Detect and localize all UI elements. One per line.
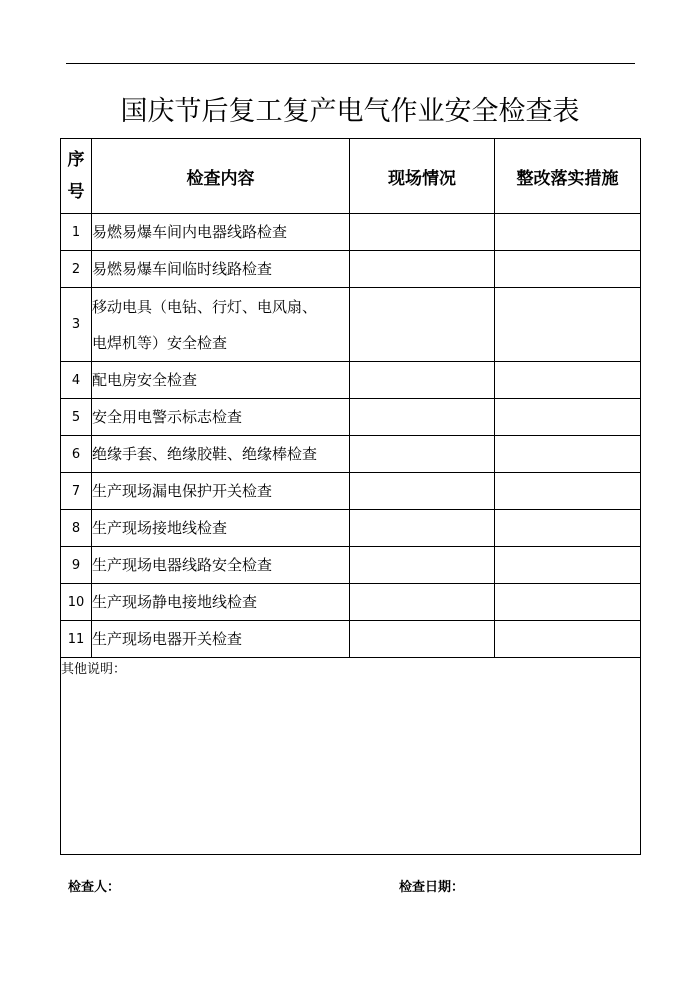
header-no-line1: 序 [67,150,85,170]
row-number: 11 [61,621,92,658]
rectification-cell[interactable] [495,621,641,658]
table-row [61,473,641,510]
row-number: 1 [61,214,92,251]
notes-area[interactable] [61,658,641,855]
header-no-line2: 号 [67,182,85,202]
row-number: 8 [61,510,92,547]
row-check-item [92,288,350,362]
table-row [61,214,641,251]
site-condition-cell[interactable] [350,288,495,362]
rectification-cell[interactable] [495,510,641,547]
site-condition-cell[interactable] [350,621,495,658]
row-check-item-line1: 移动电具（电钻、行灯、电风扇、 [92,297,318,316]
row-check-item-line2: 电焊机等）安全检查 [92,333,228,352]
rectification-cell[interactable] [495,251,641,288]
header-rectification: 整改落实措施 [495,139,641,214]
rectification-cell[interactable] [495,547,641,584]
row-number: 6 [61,436,92,473]
inspection-table [60,138,641,855]
notes-row [61,658,641,855]
row-number: 10 [61,584,92,621]
table-row [61,621,641,658]
rectification-cell[interactable] [495,362,641,399]
row-number: 2 [61,251,92,288]
table-row [61,547,641,584]
rectification-cell[interactable] [495,214,641,251]
row-check-item: 生产现场电器线路安全检查 [92,547,350,584]
table-row [61,436,641,473]
top-divider [66,63,635,64]
row-check-item: 配电房安全检查 [92,362,350,399]
table-row [61,362,641,399]
row-check-item: 绝缘手套、绝缘胶鞋、绝缘棒检查 [92,436,350,473]
site-condition-cell[interactable] [350,436,495,473]
site-condition-cell[interactable] [350,251,495,288]
row-number: 7 [61,473,92,510]
row-check-item: 安全用电警示标志检查 [92,399,350,436]
rectification-cell[interactable] [495,473,641,510]
row-number: 9 [61,547,92,584]
row-check-item: 生产现场接地线检查 [92,510,350,547]
page-title: 国庆节后复工复产电气作业安全检查表 [120,96,580,127]
row-number: 3 [61,288,92,362]
notes-label: 其他说明： [61,662,127,677]
site-condition-cell[interactable] [350,362,495,399]
site-condition-cell[interactable] [350,547,495,584]
row-number: 4 [61,362,92,399]
row-check-item: 易燃易爆车间临时线路检查 [92,251,350,288]
header-no [61,139,92,214]
rectification-cell[interactable] [495,436,641,473]
site-condition-cell[interactable] [350,584,495,621]
rectification-cell[interactable] [495,288,641,362]
table-header-row [61,139,641,214]
row-number: 5 [61,399,92,436]
inspection-date-label: 检查日期： [399,880,465,895]
inspector-label: 检查人： [68,880,121,895]
header-site-condition: 现场情况 [350,139,495,214]
table-row [61,399,641,436]
site-condition-cell[interactable] [350,399,495,436]
rectification-cell[interactable] [495,399,641,436]
site-condition-cell[interactable] [350,214,495,251]
row-check-item: 易燃易爆车间内电器线路检查 [92,214,350,251]
table-row [61,288,641,362]
row-check-item: 生产现场电器开关检查 [92,621,350,658]
site-condition-cell[interactable] [350,473,495,510]
row-check-item: 生产现场静电接地线检查 [92,584,350,621]
row-check-item: 生产现场漏电保护开关检查 [92,473,350,510]
site-condition-cell[interactable] [350,510,495,547]
table-row [61,251,641,288]
header-content: 检查内容 [92,139,350,214]
table-row [61,584,641,621]
table-row [61,510,641,547]
rectification-cell[interactable] [495,584,641,621]
